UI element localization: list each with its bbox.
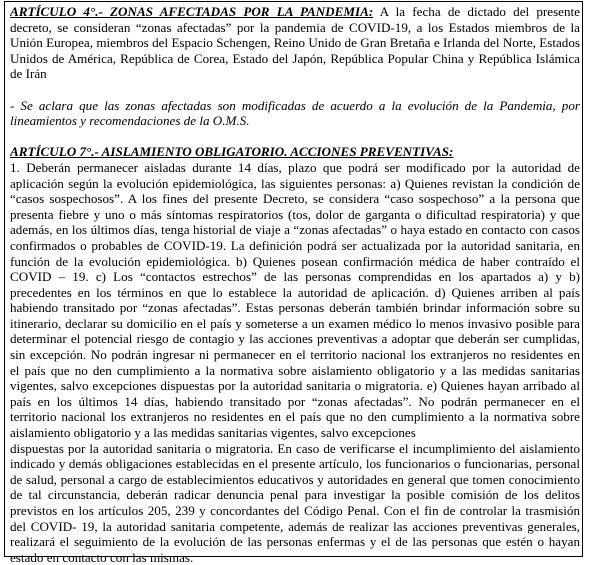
article-7-text: país en los últimos 14 días, habiendo transitado por “zonas afectadas”. No podrán permanecer en el: [10, 393, 580, 409]
article-7-text: además, en los últimos días, tenga historial de viaje a “zonas afectadas” o haya estado en contacto con casos: [10, 222, 580, 238]
article-7-text: “casos sospechosos”. A los fines del presente Decreto, se considera “caso sospechoso” a la persona que: [10, 191, 580, 207]
article-7-text: aislamiento obligatorio y a las medidas sanitarias vigentes, salvo excepciones: [10, 425, 416, 441]
article-7-text: el país que no den cumplimiento a la normativa sobre aislamiento obligatorio y a las medidas sanitarias: [10, 362, 580, 378]
article-7-text: aplicación según la evolución epidemiológica, las siguientes personas: a) Quienes revistan la condición de: [10, 175, 580, 191]
article-4-text: de Irán: [10, 66, 47, 82]
article-7-text: itinerario, declarar su domicilio en el país y someterse a un examen médico lo menos invasivo posible para: [10, 315, 580, 331]
article-7-text: de tal circunstancia, deberán radicar denuncia penal para investigar la posible comisión de los delitos: [10, 487, 580, 503]
article-7-text: territorio nacional los extranjeros no residentes en el país que no den cumplimiento a la normativa sobre: [10, 409, 580, 425]
note-text: lineamientos y recomendaciones de la O.M.S.: [10, 113, 250, 129]
article-7-text: de salud, personal a cargo de establecimientos educativos y autoridades en general que tomen conocimiento: [10, 471, 580, 487]
article-7-text: realizará el seguimiento de la evolución de las personas enfermas y el de las personas que estén o hayan: [10, 534, 580, 550]
article-7-text: sin excepción. No podrán ingresar ni permanecer en el territorio nacional los extranjeros no residentes en: [10, 347, 580, 363]
article-7-text: confirmados o probables de COVID-19. La definición podrá ser actualizada por la autoridad sanitaria, en: [10, 237, 580, 253]
article-7-text: dispuestas por la autoridad sanitaria o migratoria. En caso de verificarse el incumplimiento del aislamiento: [10, 440, 580, 456]
note-text: - Se aclara que las zonas afectadas son modificadas de acuerdo a la evolución de la Pandemia, por: [10, 97, 580, 113]
article-4-first-line: [10, 4, 580, 20]
article-7-text: función de la evolución epidemiológica. b) Quienes posean confirmación médica de haber contraído el: [10, 253, 580, 269]
article-7-heading-line: [10, 144, 580, 160]
article-7-heading: ARTÍCULO 7°.- AISLAMIENTO OBLIGATORIO. ACCIONES PREVENTIVAS:: [10, 144, 454, 160]
article-7-text: precedentes en los términos en que lo establece la autoridad de aplicación. d) Quienes arriben al país: [10, 284, 580, 300]
article-7-text: estado en contacto con las mismas.: [10, 549, 194, 565]
document-body: [10, 4, 580, 565]
article-4-text: Unión Europea, miembros del Espacio Schengen, Reino Unido de Gran Bretaña e Irlanda del Norte, Estados: [10, 35, 580, 51]
article-4-heading: ARTÍCULO 4°.- ZONAS AFECTADAS POR LA PANDEMIA:: [10, 4, 374, 19]
article-7-text: vigentes, salvo excepciones dispuestas por la autoridad sanitaria o migratoria. e) Quienes hayan arribado al: [10, 378, 580, 394]
article-7-text: habiendo transitado por “zonas afectadas”. Estas personas deberán también brindar información sobre su: [10, 300, 580, 316]
article-7-text: previstos en los artículos 205, 239 y concordantes del Código Penal. Con el fin de controlar la trasmisión: [10, 503, 580, 518]
article-4-text: A la fecha de dictado del presente: [373, 4, 580, 19]
article-4-text: decreto, se consideran “zonas afectadas” por la pandemia de COVID-19, a los Estados miembros de la: [10, 19, 580, 35]
article-7-text: indicado y demás obligaciones establecidas en el presente artículo, los funcionarios o funcionarias, personal: [10, 456, 580, 472]
article-7-text: presenta fiebre y uno o más síntomas respiratorios (tos, dolor de garganta o dificultad respiratoria) y que: [10, 206, 580, 222]
article-4-text: Unidos de América, República de Corea, Estado del Japón, República Popular China y República Islámica: [10, 50, 580, 66]
article-7-text: 1. Deberán permanecer aisladas durante 14 días, plazo que podrá ser modificado por la autoridad de: [10, 159, 580, 175]
article-7-text: COVID – 19. c) Los “contactos estrechos” de las personas comprendidas en los apartados a) y b): [10, 269, 580, 285]
article-7-text: del COVID- 19, la autoridad sanitaria competente, además de realizar las acciones preventivas generales,: [10, 518, 580, 534]
article-7-text: determinar el potencial riesgo de contagio y las acciones preventivas a adoptar que deberán ser cumplidas,: [10, 331, 580, 347]
